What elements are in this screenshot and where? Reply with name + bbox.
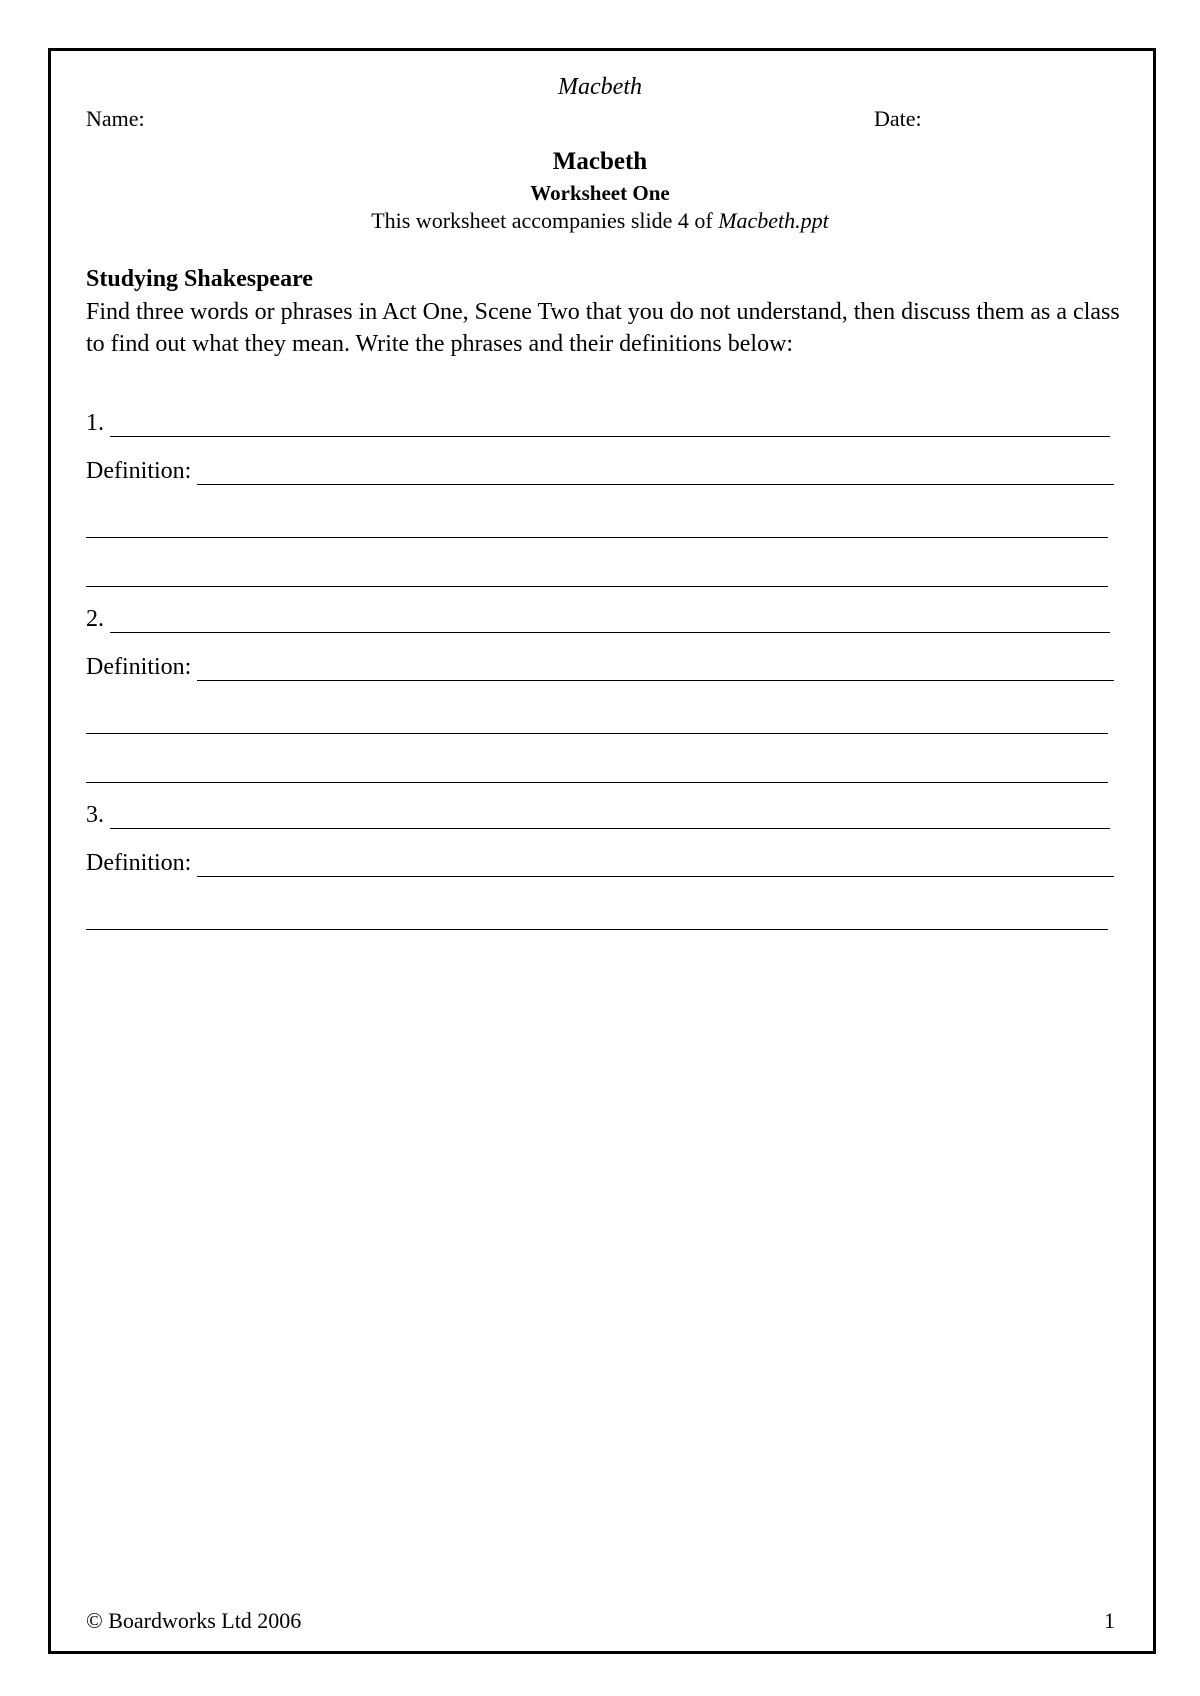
section-heading: Studying Shakespeare (86, 266, 313, 292)
note-filename: Macbeth.ppt (718, 208, 829, 233)
item-1-phrase-line[interactable] (110, 414, 1110, 437)
footer-copyright: © Boardworks Ltd 2006 (86, 1608, 302, 1633)
item-3-number: 3. (86, 802, 104, 828)
note-prefix: This worksheet accompanies slide 4 of (371, 208, 719, 233)
item-3-definition-line[interactable] (197, 854, 1114, 877)
item-2-definition-line[interactable] (197, 658, 1114, 681)
item-1-number: 1. (86, 410, 104, 436)
item-1-definition-line[interactable] (197, 462, 1114, 485)
item-3-definition-label: Definition: (86, 850, 192, 876)
item-2-phrase-row[interactable] (86, 606, 1110, 633)
item-1-extra-line-1[interactable] (86, 537, 1108, 538)
item-2-phrase-line[interactable] (110, 610, 1110, 633)
worksheet-title: Macbeth (552, 148, 648, 175)
item-3-phrase-row[interactable] (86, 802, 1110, 829)
section-instructions: Find three words or phrases in Act One, Scene Two that you do not understand, then discuss them as a class to find out what they mean. Write the phrases and their definitions below: (86, 299, 1120, 357)
item-1-definition-label: Definition: (86, 458, 192, 484)
item-2-extra-line-2[interactable] (86, 782, 1108, 783)
item-2-definition-label: Definition: (86, 654, 192, 680)
item-2-extra-line-1[interactable] (86, 733, 1108, 734)
date-field-label: Date: (874, 106, 922, 131)
running-header-title: Macbeth (558, 74, 642, 100)
footer-page-number: 1 (1104, 1608, 1115, 1633)
item-1-definition-row[interactable] (86, 458, 1114, 485)
item-3-definition-row[interactable] (86, 850, 1114, 877)
item-1-extra-line-2[interactable] (86, 586, 1108, 587)
item-2-number: 2. (86, 606, 104, 632)
item-1-phrase-row[interactable] (86, 410, 1110, 437)
item-3-extra-line-1[interactable] (86, 929, 1108, 930)
name-field-label: Name: (86, 106, 145, 131)
item-3-phrase-line[interactable] (110, 806, 1110, 829)
worksheet-subtitle: Worksheet One (530, 181, 670, 205)
worksheet-note (0, 208, 1200, 234)
item-2-definition-row[interactable] (86, 654, 1114, 681)
